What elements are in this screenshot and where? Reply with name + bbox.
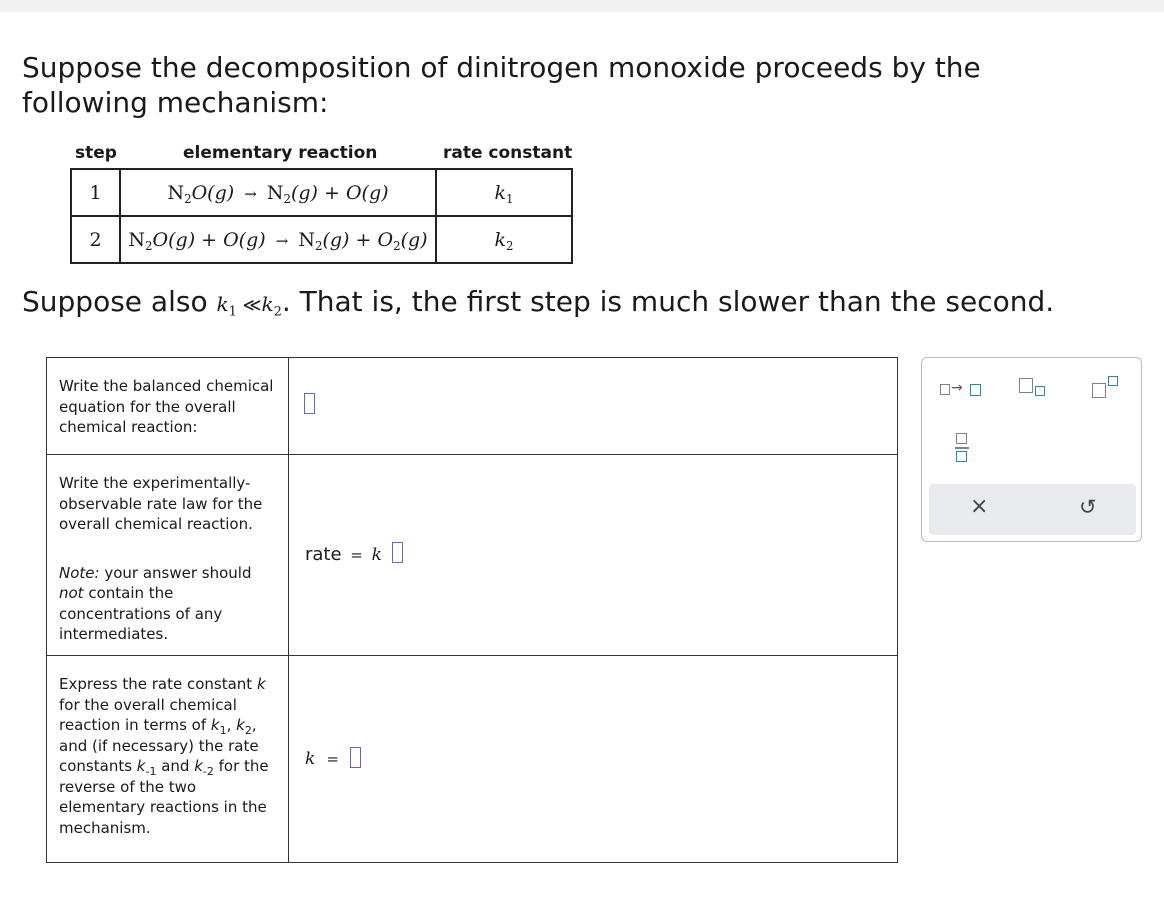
mechanism-table (70, 168, 573, 264)
elementary-reaction-2: $N_2O(g) + O(g) \to N_2(g) + O_2(g)$ (120, 216, 436, 263)
reaction-arrow-icon: → (244, 184, 257, 203)
equation-answer-input[interactable] (304, 393, 315, 414)
intro-text: Suppose the decomposition of dinitrogen monoxide proceeds by the following mechanism: (22, 51, 981, 119)
question-grid (46, 357, 898, 863)
question-label: Write the balanced chemical equation for the overall chemical reaction: (47, 358, 289, 454)
superscript-button[interactable] (1092, 376, 1124, 400)
table-row (71, 169, 572, 216)
step-number: 1 (71, 169, 120, 216)
arrow-icon: → (951, 380, 963, 396)
table-row (71, 216, 572, 263)
rate-constant-k1: $k_1$ (436, 169, 572, 216)
subscript-button[interactable] (1019, 378, 1051, 400)
question-row-rate-law (47, 454, 897, 655)
rate-law-answer-input[interactable] (392, 542, 403, 563)
math-palette (921, 357, 1142, 542)
rate-law-expression: rate = k (305, 542, 403, 565)
reaction-arrow-button[interactable] (940, 380, 988, 400)
fraction-button[interactable] (955, 433, 969, 465)
top-bar (0, 0, 1164, 12)
palette-action-bar (929, 484, 1136, 535)
header-rate-constant: rate constant (443, 143, 573, 163)
undo-icon[interactable]: ↺ (1079, 495, 1097, 519)
step-number: 2 (71, 216, 120, 263)
question-label: Express the rate constant k for the overall chemical reaction in terms of $k_1$, $k_2$, and (if necessary) the rate constants $k_{-1}$ and $k_{-2}$ for the reverse of the two elementary reactions in the mechanism. (47, 656, 289, 862)
assumption-text: Suppose also $k_1$ $≪k_2$. That is, the first step is much slower than the second. (22, 285, 1055, 320)
clear-icon[interactable]: × (970, 494, 989, 519)
question-row-equation (47, 358, 897, 454)
rate-constant-expression: k = (305, 747, 361, 769)
question-label: Write the experimentally-observable rate law for the overall chemical reaction. Note: your answer should not contain the concentrations of any intermediates. (47, 455, 289, 655)
elementary-reaction-1: $N_2O(g) \to N_2(g) + O(g)$ (120, 169, 436, 216)
question-row-rate-constant (47, 655, 897, 862)
rate-constant-answer-input[interactable] (350, 747, 361, 768)
header-step: step (75, 143, 117, 163)
rate-constant-k2: $k_2$ (436, 216, 572, 263)
reaction-arrow-icon: → (275, 231, 289, 250)
header-elementary-reaction: elementary reaction (183, 143, 378, 163)
